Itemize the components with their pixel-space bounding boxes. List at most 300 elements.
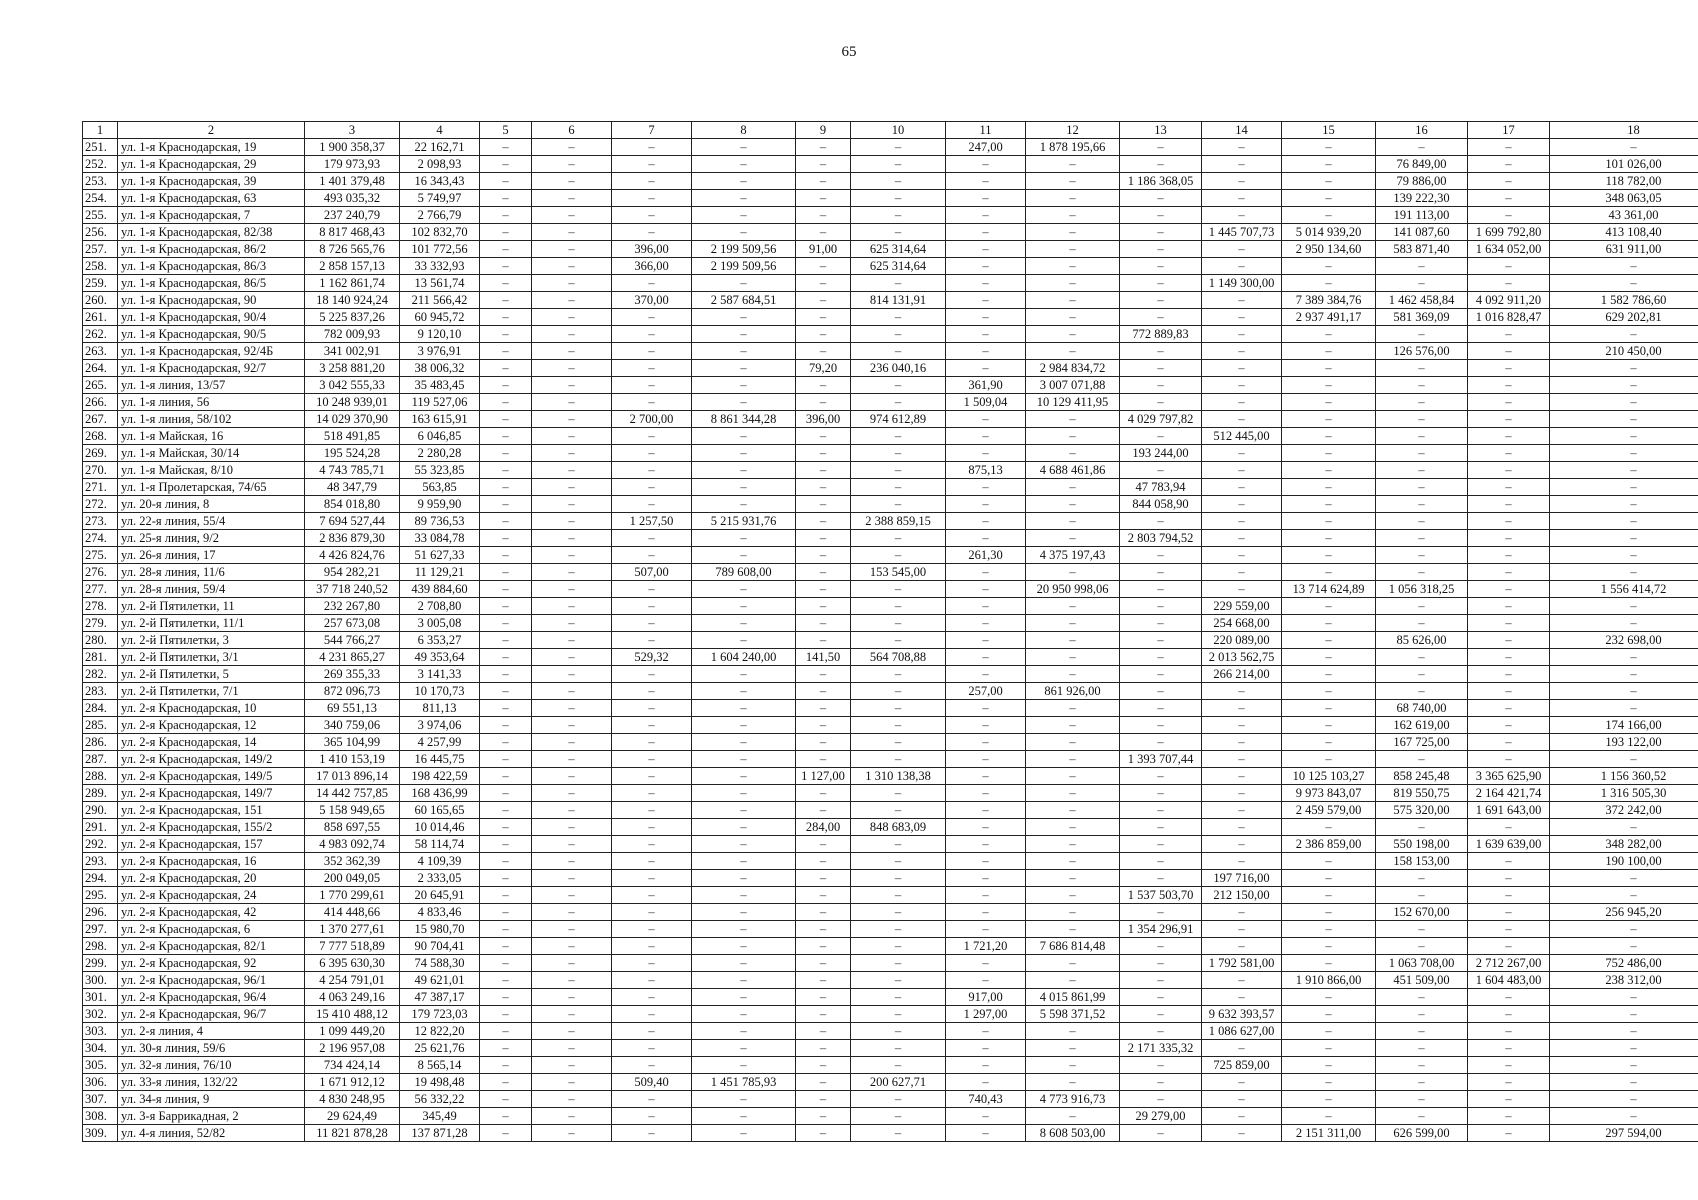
value-cell: –	[532, 190, 612, 207]
value-cell: 1 370 277,61	[305, 921, 400, 938]
value-cell: –	[851, 207, 946, 224]
value-cell: –	[1282, 1040, 1376, 1057]
value-cell: –	[532, 326, 612, 343]
value-cell: 1 186 368,05	[1120, 173, 1202, 190]
value-cell: –	[1468, 734, 1550, 751]
value-cell: 153 545,00	[851, 564, 946, 581]
value-cell: –	[480, 224, 532, 241]
value-cell: –	[1468, 513, 1550, 530]
value-cell: –	[692, 343, 796, 360]
value-cell: –	[532, 377, 612, 394]
value-cell: –	[1282, 1108, 1376, 1125]
value-cell: –	[796, 734, 851, 751]
value-cell: –	[946, 921, 1026, 938]
table-row	[83, 190, 1698, 207]
value-cell: –	[851, 326, 946, 343]
value-cell: –	[1550, 751, 1698, 768]
value-cell: –	[1202, 241, 1282, 258]
value-cell: –	[692, 802, 796, 819]
value-cell: –	[1468, 683, 1550, 700]
value-cell: –	[532, 411, 612, 428]
value-cell: –	[480, 479, 532, 496]
address-cell: ул. 1-я Краснодарская, 90/5	[118, 326, 305, 343]
value-cell: –	[796, 870, 851, 887]
value-cell: 2 098,93	[400, 156, 480, 173]
value-cell: –	[612, 632, 692, 649]
value-cell: –	[480, 1006, 532, 1023]
value-cell: –	[1120, 802, 1202, 819]
value-cell: –	[532, 700, 612, 717]
value-cell: 954 282,21	[305, 564, 400, 581]
table-row	[83, 360, 1698, 377]
value-cell: 20 645,91	[400, 887, 480, 904]
address-cell: ул. 22-я линия, 55/4	[118, 513, 305, 530]
value-cell: –	[532, 819, 612, 836]
table-row	[83, 989, 1698, 1006]
value-cell: –	[946, 887, 1026, 904]
table-row	[83, 309, 1698, 326]
value-cell: –	[1202, 921, 1282, 938]
value-cell: –	[1376, 360, 1468, 377]
value-cell: –	[851, 904, 946, 921]
value-cell: –	[946, 513, 1026, 530]
address-cell: ул. 1-я Краснодарская, 86/5	[118, 275, 305, 292]
page-number: 65	[841, 44, 857, 60]
value-cell: 341 002,91	[305, 343, 400, 360]
value-cell: 16 445,75	[400, 751, 480, 768]
value-cell: 261,30	[946, 547, 1026, 564]
value-cell: –	[1376, 462, 1468, 479]
value-cell: 19 498,48	[400, 1074, 480, 1091]
value-cell: –	[851, 870, 946, 887]
value-cell: 4 109,39	[400, 853, 480, 870]
value-cell: –	[1120, 972, 1202, 989]
value-cell: –	[612, 530, 692, 547]
value-cell: –	[1120, 377, 1202, 394]
address-cell: ул. 1-я Краснодарская, 7	[118, 207, 305, 224]
value-cell: –	[946, 853, 1026, 870]
value-cell: –	[612, 1057, 692, 1074]
value-cell: –	[612, 275, 692, 292]
value-cell: –	[796, 190, 851, 207]
value-cell: 1 127,00	[796, 768, 851, 785]
value-cell: 11 821 878,28	[305, 1125, 400, 1142]
value-cell: –	[612, 547, 692, 564]
address-cell: ул. 1-я Краснодарская, 90/4	[118, 309, 305, 326]
value-cell: –	[1550, 598, 1698, 615]
value-cell: –	[1026, 836, 1120, 853]
value-cell: –	[612, 190, 692, 207]
value-cell: 1 556 414,72	[1550, 581, 1698, 598]
value-cell: –	[946, 343, 1026, 360]
value-cell: –	[851, 1091, 946, 1108]
value-cell: –	[1120, 343, 1202, 360]
value-cell: –	[1468, 581, 1550, 598]
table-row	[83, 564, 1698, 581]
address-cell: ул. 3-я Баррикадная, 2	[118, 1108, 305, 1125]
value-cell: –	[946, 207, 1026, 224]
table-row	[83, 1040, 1698, 1057]
value-cell: –	[480, 309, 532, 326]
value-cell: 861 926,00	[1026, 683, 1120, 700]
value-cell: –	[1026, 853, 1120, 870]
value-cell: –	[946, 360, 1026, 377]
table-body	[83, 122, 1698, 1142]
value-cell: 254 668,00	[1202, 615, 1282, 632]
value-cell: –	[1026, 564, 1120, 581]
value-cell: –	[532, 428, 612, 445]
value-cell: 1 792 581,00	[1202, 955, 1282, 972]
value-cell: –	[1550, 394, 1698, 411]
value-cell: –	[1026, 411, 1120, 428]
value-cell: –	[532, 496, 612, 513]
value-cell: –	[692, 275, 796, 292]
value-cell: –	[796, 853, 851, 870]
value-cell: –	[1550, 1108, 1698, 1125]
value-cell: –	[1282, 207, 1376, 224]
value-cell: 4 833,46	[400, 904, 480, 921]
value-cell: –	[1120, 1006, 1202, 1023]
value-cell: –	[796, 496, 851, 513]
value-cell: –	[796, 1125, 851, 1142]
table-row	[83, 802, 1698, 819]
table-row	[83, 785, 1698, 802]
value-cell: 168 436,99	[400, 785, 480, 802]
value-cell: –	[480, 700, 532, 717]
value-cell: –	[1550, 411, 1698, 428]
value-cell: 365 104,99	[305, 734, 400, 751]
value-cell: –	[1468, 1057, 1550, 1074]
table-row	[83, 955, 1698, 972]
value-cell: –	[946, 292, 1026, 309]
value-cell: –	[1376, 275, 1468, 292]
address-cell: ул. 33-я линия, 132/22	[118, 1074, 305, 1091]
address-cell: ул. 2-я Краснодарская, 149/5	[118, 768, 305, 785]
value-cell: 345,49	[400, 1108, 480, 1125]
value-cell: –	[946, 870, 1026, 887]
table-row	[83, 1006, 1698, 1023]
value-cell: 740,43	[946, 1091, 1026, 1108]
value-cell: –	[532, 802, 612, 819]
value-cell: –	[1550, 921, 1698, 938]
value-cell: –	[692, 207, 796, 224]
value-cell: –	[1202, 547, 1282, 564]
value-cell: –	[1202, 853, 1282, 870]
value-cell: 4 426 824,76	[305, 547, 400, 564]
value-cell: –	[1376, 1023, 1468, 1040]
value-cell: –	[1468, 1125, 1550, 1142]
value-cell: –	[612, 615, 692, 632]
value-cell: –	[1120, 768, 1202, 785]
value-cell: –	[796, 751, 851, 768]
address-cell: ул. 2-я Краснодарская, 151	[118, 802, 305, 819]
value-cell: –	[1282, 428, 1376, 445]
value-cell: 5 225 837,26	[305, 309, 400, 326]
value-cell: 12 822,20	[400, 1023, 480, 1040]
value-cell: –	[1202, 683, 1282, 700]
value-cell: –	[1550, 649, 1698, 666]
value-cell: –	[612, 1023, 692, 1040]
column-number: 4	[400, 122, 480, 139]
row-index: 274.	[83, 530, 118, 547]
value-cell: –	[796, 1023, 851, 1040]
row-index: 293.	[83, 853, 118, 870]
row-index: 276.	[83, 564, 118, 581]
value-cell: –	[1202, 377, 1282, 394]
value-cell: 2 766,79	[400, 207, 480, 224]
value-cell: –	[796, 530, 851, 547]
value-cell: 256 945,20	[1550, 904, 1698, 921]
value-cell: –	[1468, 700, 1550, 717]
value-cell: 35 483,45	[400, 377, 480, 394]
value-cell: 396,00	[612, 241, 692, 258]
value-cell: –	[1550, 1091, 1698, 1108]
value-cell: –	[1468, 360, 1550, 377]
address-cell: ул. 1-я Пролетарская, 74/65	[118, 479, 305, 496]
value-cell: 854 018,80	[305, 496, 400, 513]
value-cell: –	[946, 224, 1026, 241]
column-number: 11	[946, 122, 1026, 139]
value-cell: 247,00	[946, 139, 1026, 156]
value-cell: 9 959,90	[400, 496, 480, 513]
value-cell: –	[1026, 955, 1120, 972]
value-cell: 2 013 562,75	[1202, 649, 1282, 666]
value-cell: –	[1550, 462, 1698, 479]
value-cell: –	[532, 547, 612, 564]
value-cell: –	[532, 768, 612, 785]
value-cell: –	[480, 768, 532, 785]
value-cell: –	[692, 666, 796, 683]
value-cell: 197 716,00	[1202, 870, 1282, 887]
address-cell: ул. 25-я линия, 9/2	[118, 530, 305, 547]
value-cell: –	[796, 1040, 851, 1057]
value-cell: –	[612, 1108, 692, 1125]
value-cell: –	[1550, 258, 1698, 275]
value-cell: 139 222,30	[1376, 190, 1468, 207]
row-index: 258.	[83, 258, 118, 275]
value-cell: –	[946, 479, 1026, 496]
value-cell: –	[946, 530, 1026, 547]
value-cell: –	[946, 1023, 1026, 1040]
value-cell: –	[946, 445, 1026, 462]
value-cell: 3 042 555,33	[305, 377, 400, 394]
value-cell: –	[1026, 275, 1120, 292]
value-cell: –	[1376, 870, 1468, 887]
value-cell: –	[1120, 1074, 1202, 1091]
address-cell: ул. 2-й Пятилетки, 3/1	[118, 649, 305, 666]
value-cell: 372 242,00	[1550, 802, 1698, 819]
value-cell: –	[1550, 564, 1698, 581]
value-cell: –	[1026, 785, 1120, 802]
value-cell: –	[796, 428, 851, 445]
value-cell: –	[1550, 1057, 1698, 1074]
table-row	[83, 139, 1698, 156]
value-cell: –	[1026, 666, 1120, 683]
row-index: 303.	[83, 1023, 118, 1040]
value-cell: –	[692, 853, 796, 870]
value-cell: –	[946, 700, 1026, 717]
value-cell: –	[532, 1023, 612, 1040]
value-cell: 2 712 267,00	[1468, 955, 1550, 972]
value-cell: –	[1282, 360, 1376, 377]
value-cell: –	[946, 326, 1026, 343]
value-cell: 10 014,46	[400, 819, 480, 836]
value-cell: –	[1202, 768, 1282, 785]
value-cell: –	[851, 683, 946, 700]
value-cell: 15 980,70	[400, 921, 480, 938]
value-cell: –	[1468, 598, 1550, 615]
address-cell: ул. 20-я линия, 8	[118, 496, 305, 513]
row-index: 292.	[83, 836, 118, 853]
value-cell: –	[612, 802, 692, 819]
value-cell: –	[851, 989, 946, 1006]
value-cell: 79,20	[796, 360, 851, 377]
value-cell: –	[1026, 224, 1120, 241]
value-cell: 1 639 639,00	[1468, 836, 1550, 853]
value-cell: –	[1376, 598, 1468, 615]
value-cell: –	[1026, 887, 1120, 904]
value-cell: –	[532, 275, 612, 292]
value-cell: –	[1120, 309, 1202, 326]
value-cell: –	[946, 717, 1026, 734]
value-cell: –	[692, 632, 796, 649]
address-cell: ул. 1-я Краснодарская, 19	[118, 139, 305, 156]
value-cell: –	[796, 1057, 851, 1074]
value-cell: 102 832,70	[400, 224, 480, 241]
row-index: 298.	[83, 938, 118, 955]
address-cell: ул. 1-я Майская, 16	[118, 428, 305, 445]
value-cell: –	[480, 156, 532, 173]
value-cell: –	[692, 1023, 796, 1040]
value-cell: –	[1120, 717, 1202, 734]
row-index: 294.	[83, 870, 118, 887]
table-row	[83, 394, 1698, 411]
value-cell: –	[692, 445, 796, 462]
value-cell: 340 759,06	[305, 717, 400, 734]
value-cell: –	[1468, 632, 1550, 649]
value-cell: –	[480, 955, 532, 972]
row-index: 285.	[83, 717, 118, 734]
value-cell: –	[1468, 258, 1550, 275]
value-cell: –	[612, 428, 692, 445]
value-cell: –	[480, 615, 532, 632]
value-cell: –	[1026, 513, 1120, 530]
value-cell: –	[1550, 445, 1698, 462]
value-cell: –	[1282, 632, 1376, 649]
value-cell: 1 462 458,84	[1376, 292, 1468, 309]
value-cell: –	[1468, 1091, 1550, 1108]
column-number: 1	[83, 122, 118, 139]
value-cell: –	[612, 700, 692, 717]
value-cell: –	[1120, 190, 1202, 207]
value-cell: –	[612, 1091, 692, 1108]
value-cell: –	[532, 581, 612, 598]
value-cell: –	[692, 1040, 796, 1057]
value-cell: –	[946, 802, 1026, 819]
value-cell: –	[480, 547, 532, 564]
value-cell: –	[480, 836, 532, 853]
value-cell: –	[946, 836, 1026, 853]
value-cell: –	[1468, 989, 1550, 1006]
row-index: 277.	[83, 581, 118, 598]
value-cell: 1 316 505,30	[1550, 785, 1698, 802]
value-cell: –	[1202, 530, 1282, 547]
value-cell: 191 113,00	[1376, 207, 1468, 224]
value-cell: –	[1468, 496, 1550, 513]
value-cell: 13 561,74	[400, 275, 480, 292]
value-cell: –	[480, 683, 532, 700]
value-cell: –	[480, 462, 532, 479]
value-cell: –	[480, 819, 532, 836]
address-cell: ул. 1-я Майская, 8/10	[118, 462, 305, 479]
value-cell: –	[612, 224, 692, 241]
value-cell: –	[1026, 1023, 1120, 1040]
value-cell: –	[1202, 989, 1282, 1006]
value-cell: –	[1550, 275, 1698, 292]
value-cell: 1 086 627,00	[1202, 1023, 1282, 1040]
address-cell: ул. 30-я линия, 59/6	[118, 1040, 305, 1057]
value-cell: 3 365 625,90	[1468, 768, 1550, 785]
value-cell: –	[1202, 173, 1282, 190]
value-cell: 451 509,00	[1376, 972, 1468, 989]
value-cell: –	[1202, 819, 1282, 836]
table-row	[83, 887, 1698, 904]
value-cell: –	[1376, 921, 1468, 938]
value-cell: 1 257,50	[612, 513, 692, 530]
value-cell: –	[1376, 989, 1468, 1006]
value-cell: –	[1550, 377, 1698, 394]
value-cell: 844 058,90	[1120, 496, 1202, 513]
value-cell: –	[612, 326, 692, 343]
value-cell: 141,50	[796, 649, 851, 666]
value-cell: –	[692, 921, 796, 938]
value-cell: –	[1120, 666, 1202, 683]
value-cell: 564 708,88	[851, 649, 946, 666]
value-cell: 85 626,00	[1376, 632, 1468, 649]
row-index: 286.	[83, 734, 118, 751]
row-index: 280.	[83, 632, 118, 649]
value-cell: –	[1468, 1040, 1550, 1057]
value-cell: –	[532, 666, 612, 683]
value-cell: –	[692, 598, 796, 615]
value-cell: –	[1026, 343, 1120, 360]
value-cell: –	[532, 513, 612, 530]
value-cell: 782 009,93	[305, 326, 400, 343]
table-row	[83, 1074, 1698, 1091]
value-cell: –	[946, 819, 1026, 836]
table-row	[83, 870, 1698, 887]
value-cell: 7 694 527,44	[305, 513, 400, 530]
value-cell: –	[1282, 156, 1376, 173]
value-cell: –	[1202, 734, 1282, 751]
table-row	[83, 156, 1698, 173]
value-cell: –	[480, 564, 532, 581]
value-cell: –	[796, 479, 851, 496]
value-cell: –	[1120, 156, 1202, 173]
value-cell: –	[1468, 445, 1550, 462]
value-cell: –	[532, 632, 612, 649]
address-cell: ул. 2-я Краснодарская, 82/1	[118, 938, 305, 955]
value-cell: 1 451 785,93	[692, 1074, 796, 1091]
address-cell: ул. 2-я Краснодарская, 16	[118, 853, 305, 870]
value-cell: –	[692, 360, 796, 377]
value-cell: –	[851, 887, 946, 904]
value-cell: 1 671 912,12	[305, 1074, 400, 1091]
value-cell: 4 375 197,43	[1026, 547, 1120, 564]
value-cell: –	[1282, 496, 1376, 513]
value-cell: 33 332,93	[400, 258, 480, 275]
value-cell: 5 215 931,76	[692, 513, 796, 530]
